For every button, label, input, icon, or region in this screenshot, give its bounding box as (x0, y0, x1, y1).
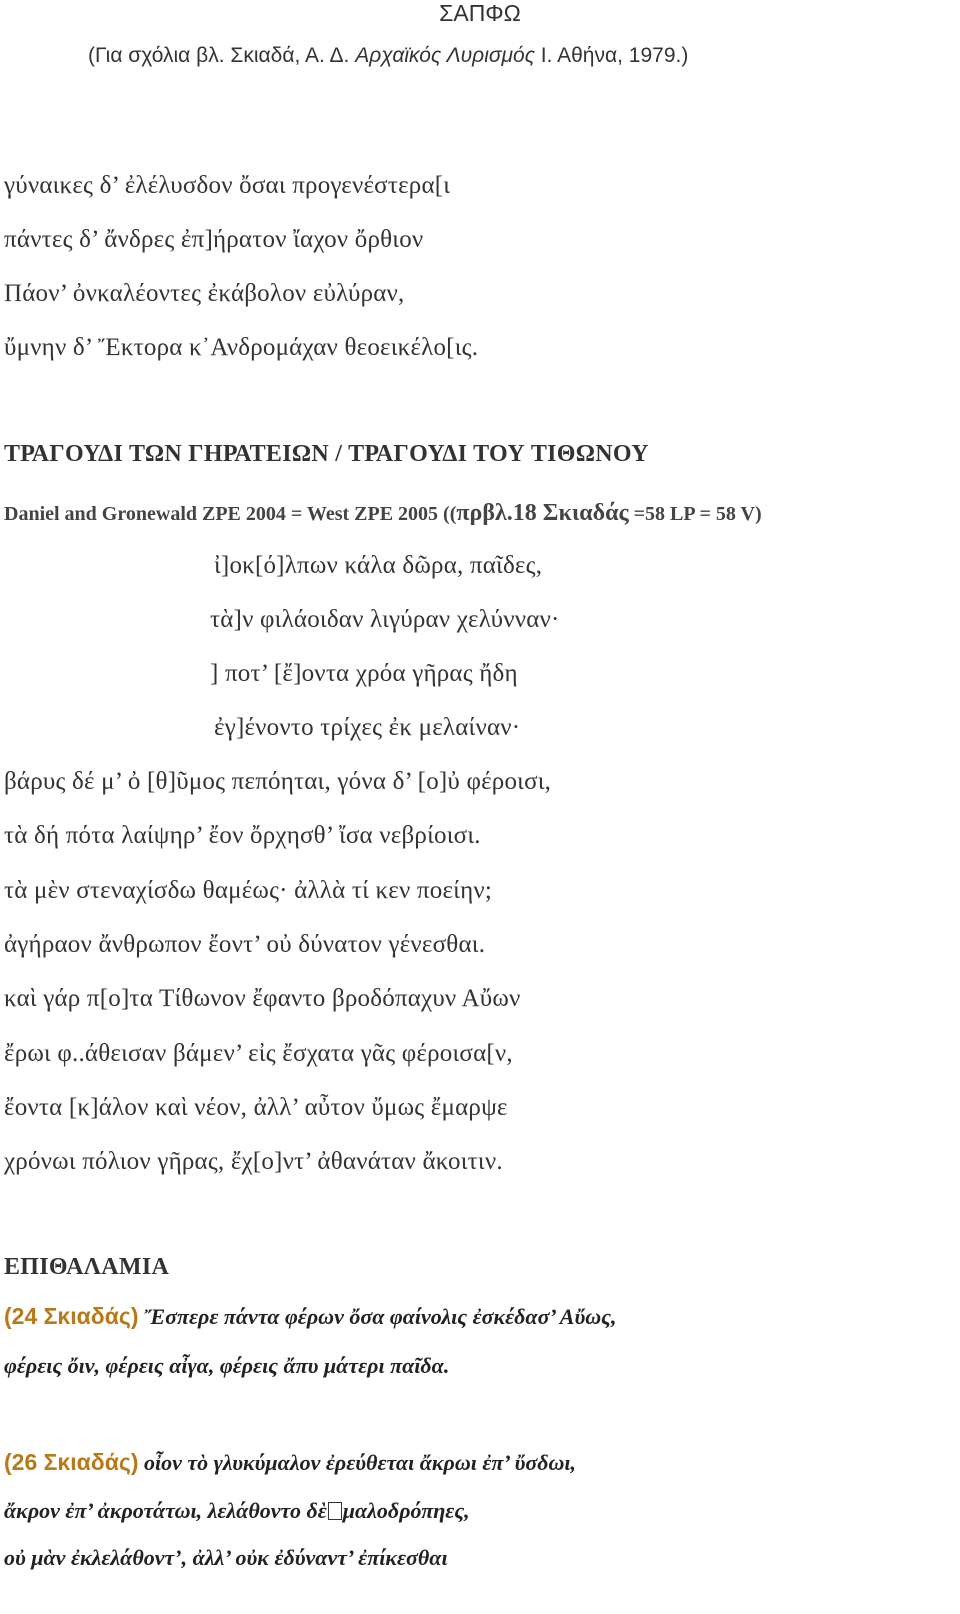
verse-line: χρόνωι πόλιον γῆρας, ἔχ[ο]ντ’ ἀθανάταν ἄκοιτιν. (4, 1148, 503, 1175)
fragment-24-line-1 (4, 1303, 616, 1330)
verse-line-indented: ἰ]οκ[ό]λπων κάλα δῶρα, παῖδες, (214, 552, 543, 579)
source-reference (4, 500, 762, 527)
citation (88, 44, 688, 68)
verse-line: καὶ γάρ π[ο]τα Τίθωνον ἔφαντο βροδόπαχυν Αὔων (4, 985, 521, 1012)
reference-start: Daniel and Gronewald ZPE 2004 = West ZPE 2005 (( (4, 503, 457, 525)
verse-line-indented: τὰ]ν φιλάοιδαν λιγύραν χελύνναν· (210, 606, 560, 633)
citation-suffix: Ι. Αθήνα, 1979.) (534, 44, 689, 67)
citation-book-title: Αρχαϊκός Λυρισμός (355, 44, 535, 67)
fragment-26-line-1 (4, 1449, 576, 1476)
fragment-label: (26 Σκιαδάς) (4, 1449, 139, 1475)
verse-line: ἀγήραον ἄνθρωπον ἔοντ’ οὐ δύνατον γένεσθαι. (4, 931, 486, 958)
verse-line: τὰ δή πότα λαίψηρ’ ἔον ὄρχησθ’ ἴσα νεβρίοισι. (4, 822, 481, 849)
missing-glyph-box (328, 1502, 342, 1520)
verse-line: Πάον’ ὀνκαλέοντες ἐκάβολον εὐλύραν, (4, 280, 405, 307)
verse-line: ἔοντα [κ]άλον καὶ νέον, ἀλλ’ αὖτον ὔμως ἔμαρψε (4, 1094, 508, 1121)
verse-line: τὰ μὲν στεναχίσδω θαμέως· ἀλλὰ τί κεν ποείην; (4, 877, 492, 904)
fragment-text: Ἔσπερε πάντα φέρων ὄσα φαίνολις ἐσκέδασ’ Αὔως, (138, 1304, 617, 1329)
fragment-text: οἶον τὸ γλυκύμαλον ἐρεύθεται ἄκρωι ἐπ’ ὔσδωι, (138, 1450, 577, 1475)
fragment-label: (24 Σκιαδάς) (4, 1303, 139, 1329)
citation-prefix: (Για σχόλια βλ. Σκιαδά, Α. Δ. (88, 44, 356, 67)
section-heading-epithalamia: ΕΠΙΘΑΛΑΜΙΑ (4, 1254, 170, 1280)
fragment-26-line-3: οὐ μὰν ἐκλελάθοντ’, ἀλλ’ οὐκ ἐδύναντ’ ἐπίκεσθαι (4, 1545, 448, 1570)
verse-line: βάρυς δέ μ’ ὀ [θ]ῦμος πεπόηται, γόνα δ’ [ο]ὐ φέροισι, (4, 768, 552, 795)
reference-end: =58 LP = 58 V) (628, 503, 762, 525)
verse-line: πάντες δ’ ἄνδρες ἐπ]ήρατον ἴαχον ὄρθιον (4, 226, 424, 253)
reference-compare: πρβλ.18 Σκιαδάς (456, 500, 629, 526)
fragment-24-line-2: φέρεις ὄιν, φέρεις αἶγα, φέρεις ἄπυ μάτερι παῖδα. (4, 1353, 450, 1378)
verse-line: γύναικες δ’ ἐλέλυσδον ὄσαι προγενέστερα[ι (4, 172, 451, 199)
fragment-text: ἄκρον ἐπ’ ἀκροτάτωι, λελάθοντο δὲ (4, 1498, 327, 1523)
section-heading-tithonus: ΤΡΑΓΟΥΔΙ ΤΩΝ ΓΗΡΑΤΕΙΩΝ / ΤΡΑΓΟΥΔΙ ΤΟΥ ΤΙΘΩΝΟΥ (4, 441, 649, 467)
verse-line-indented: ] ποτ’ [ἔ]οντα χρόα γῆρας ἤδη (210, 660, 518, 687)
fragment-26-line-2 (4, 1498, 470, 1524)
verse-line: ἔρωι φ..άθεισαν βάμεν’ εἰς ἔσχατα γᾶς φέροισα[ν, (4, 1040, 513, 1067)
fragment-text: μαλοδρόπηες, (342, 1498, 470, 1523)
page-title: ΣΑΠΦΩ (439, 0, 521, 26)
verse-line: ὔμνην δ’ Ἔκτορα κ᾿Ανδρομάχαν θεοεικέλο[ις. (4, 334, 479, 361)
verse-line-indented: ἐγ]ένοντο τρίχες ἐκ μελαίναν· (214, 714, 521, 741)
